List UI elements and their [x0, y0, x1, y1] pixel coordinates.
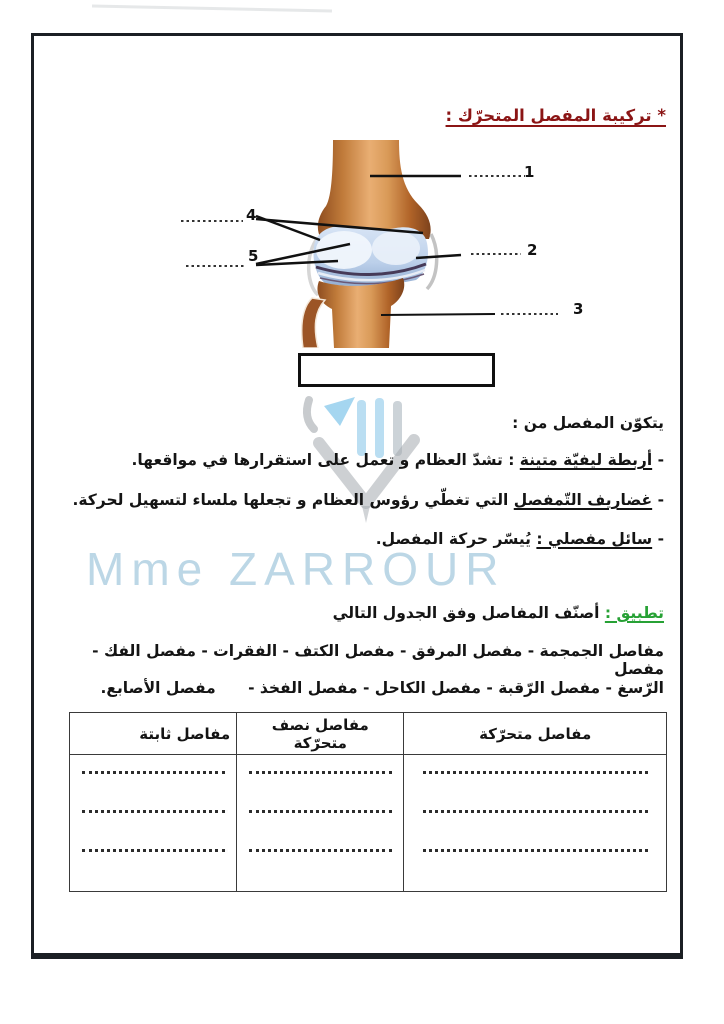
- composition-item-cartilage: [50, 491, 664, 509]
- header-fixed-joints: مفاصل ثابتة: [70, 713, 237, 755]
- desc-synovial-fluid: يُيسّر حركة المفصل.: [375, 530, 537, 548]
- answer-blank: [82, 849, 225, 852]
- term-cartilage: غضاريف التّمفصل: [513, 491, 653, 509]
- watermark-text: Mme ZARROUR: [86, 543, 506, 595]
- joint-classification-table: [69, 712, 667, 892]
- answer-blank: [82, 810, 225, 813]
- dash: -: [657, 451, 664, 469]
- application-label: تطبيق :: [604, 604, 664, 622]
- table-header-row: [70, 713, 667, 755]
- page-border-frame: [31, 33, 683, 959]
- diagram-label-5: 5: [248, 247, 259, 265]
- term-synovial-fluid: سائل مفصلي :: [536, 530, 653, 548]
- answer-blank: [82, 771, 225, 774]
- term-ligaments: أربطة ليفيّة متينة: [519, 451, 653, 469]
- diagram-label-1: 1: [524, 163, 535, 181]
- desc-ligaments: : تشدّ العظام و تعمل على استقرارها في مواقعها.: [131, 451, 520, 469]
- diagram-label-2: 2: [527, 241, 538, 259]
- joints-word-pool-line1: مفاصل الجمجمة - مفصل المرفق - مفصل الكتف - الفقرات - مفصل الفك - مفصل: [92, 642, 664, 678]
- composition-item-synovial-fluid: [50, 530, 664, 548]
- dash: -: [657, 491, 664, 509]
- header-semi-movable-joints: مفاصل نصف متحرّكة: [237, 713, 404, 755]
- desc-cartilage: التي تغطّي رؤوس العظام و تجعلها ملساء لتسهيل لحركة.: [72, 491, 514, 509]
- diagram-caption-box: [298, 353, 495, 387]
- answer-blank: [249, 771, 392, 774]
- page-title: * تركيبة المفصل المتحرّك :: [445, 106, 666, 125]
- knee-joint-diagram: [144, 136, 614, 348]
- application-instruction: أصنّف المفاصل وفق الجدول التالي: [332, 604, 605, 622]
- table-answer-row: [70, 755, 667, 892]
- dash: -: [657, 530, 664, 548]
- composition-intro: يتكوّن المفصل من :: [512, 414, 664, 432]
- application-heading: [50, 604, 664, 622]
- joints-word-pool-line2: الرّسغ - مفصل الرّقبة - مفصل الكاحل - مفصل الفخذ - مفصل الأصابع.: [100, 679, 664, 697]
- cell-movable-joints: [404, 755, 667, 892]
- answer-blank: [249, 849, 392, 852]
- cell-fixed-joints: [70, 755, 237, 892]
- composition-item-ligaments: [50, 451, 664, 469]
- cell-semi-movable-joints: [237, 755, 404, 892]
- answer-blank: [249, 810, 392, 813]
- diagram-label-4: 4: [246, 206, 257, 224]
- answer-blank: [423, 810, 648, 813]
- scan-artifact-line: [92, 4, 332, 12]
- answer-blank: [423, 771, 648, 774]
- diagram-label-3: 3: [573, 300, 584, 318]
- answer-blank: [423, 849, 648, 852]
- header-movable-joints: مفاصل متحرّكة: [404, 713, 667, 755]
